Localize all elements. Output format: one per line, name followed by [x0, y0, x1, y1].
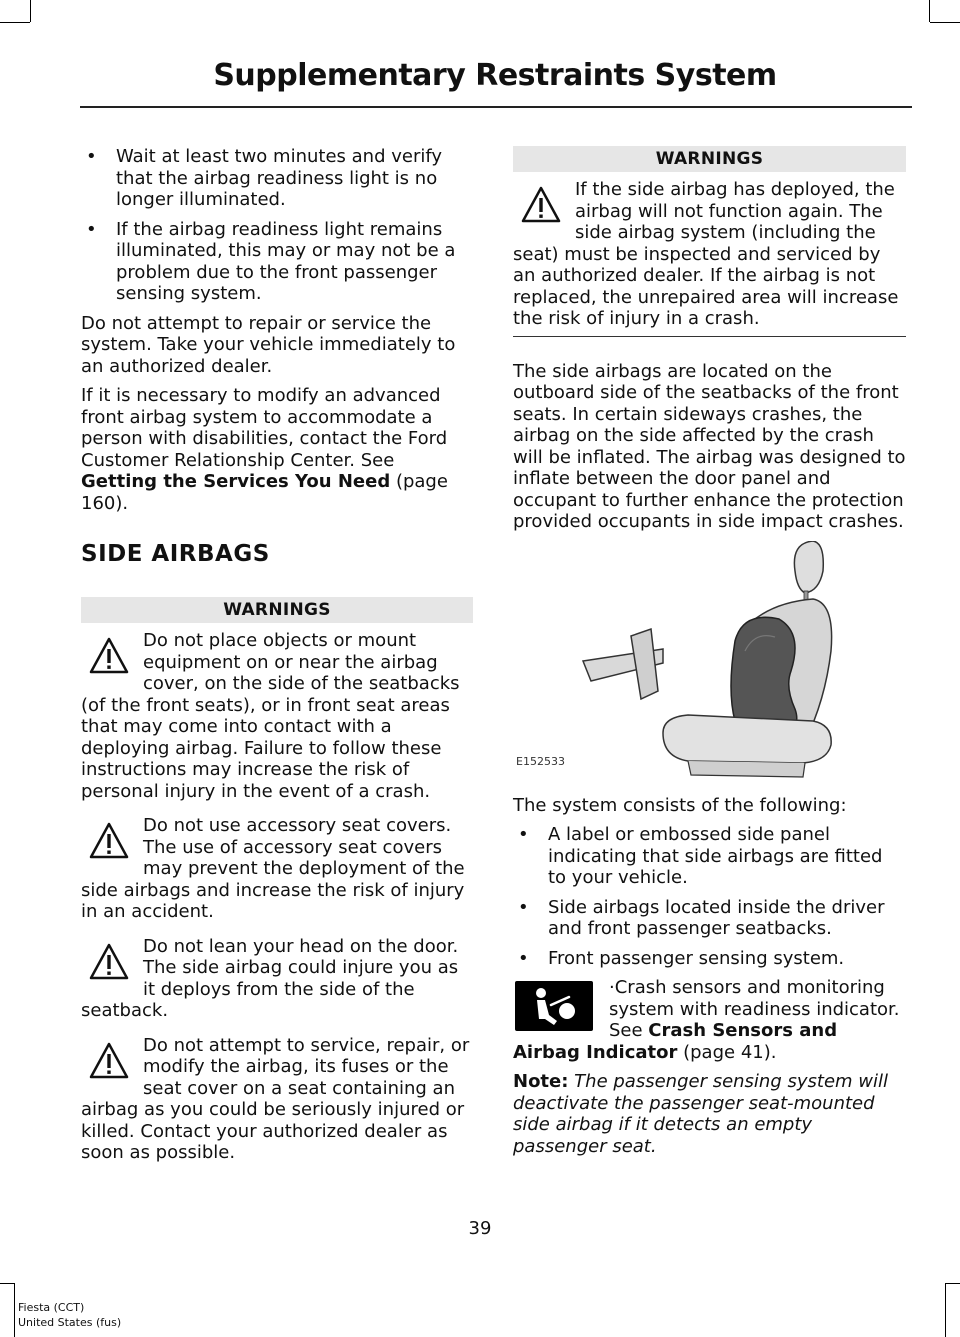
paragraph: Do not attempt to repair or service the system. Take your vehicle immediately to an authorized dealer. — [81, 312, 456, 377]
list-item — [513, 824, 906, 889]
cross-reference-link[interactable]: Crash Sensors and Airbag Indicator — [513, 1020, 838, 1063]
list-item-text: If the airbag readiness light remains illuminated, this may or may not be a problem due to the front passenger sensing system. — [116, 218, 456, 304]
list-item — [513, 948, 906, 970]
section-heading: SIDE AIRBAGS — [81, 541, 270, 567]
bullet-dot: • — [86, 146, 97, 167]
cross-reference-link[interactable]: Getting the Services You Need — [81, 471, 391, 492]
warning-item — [81, 630, 473, 802]
crop-mark — [945, 1283, 946, 1337]
figure-code: E152533 — [516, 755, 565, 768]
bullet-dot: • — [518, 947, 529, 969]
warnings-header: WARNINGS — [81, 597, 473, 623]
list-item-text: Front passenger sensing system. — [548, 947, 845, 969]
warning-triangle-icon — [89, 1041, 129, 1081]
crop-mark — [945, 1283, 960, 1284]
indicator-text: ·Crash sensors and monitoring system with readiness indicator. See — [609, 977, 900, 1041]
side-airbag-seat-illustration — [513, 541, 906, 781]
paragraph-text: If it is necessary to modify an advanced front airbag system to accommodate a person with disabilities, contact the Ford Customer Relationship Center. See — [81, 385, 448, 471]
warning-text: Do not use accessory seat covers. The use of accessory seat covers may prevent the deployment of the side airbags and increase the risk of injury in an accident. — [81, 815, 465, 922]
warning-item — [81, 936, 473, 1022]
indicator-item — [513, 977, 906, 1063]
footer-market: United States (fus) — [18, 1316, 122, 1329]
list-item — [81, 146, 473, 211]
note-label: Note: — [513, 1071, 569, 1092]
footer — [18, 1300, 121, 1330]
warning-item — [81, 815, 473, 923]
crop-mark — [930, 22, 960, 23]
warning-text: Do not place objects or mount equipment on or near the airbag cover, on the side of the seatbacks (of the front seats), or in front seat areas that may come into contact with a deploying airbag. Failure to follow these instructions may increase the risk of personal injury in the event of a crash. — [81, 630, 460, 802]
page-reference: (page 160). — [81, 471, 448, 514]
warning-triangle-icon — [89, 636, 129, 676]
crop-mark — [0, 22, 30, 23]
list-item-text: A label or embossed side panel indicating that side airbags are fitted to your vehicle. — [548, 824, 883, 888]
right-column — [513, 146, 906, 1165]
paragraph: The side airbags are located on the outboard side of the seatbacks of the front seats. In certain sideways crashes, the airbag on the side affected by the crash will be inflated. The airbag was designed to inflate between the door panel and occupant to further enhance the protection provided occupants in side impact crashes. — [513, 360, 906, 532]
page-title: Supplementary Restraints System — [213, 58, 777, 93]
list-item-text: Wait at least two minutes and verify that the airbag readiness light is no longer illuminated. — [116, 146, 443, 210]
paragraph — [81, 385, 473, 514]
paragraph: The system consists of the following: — [513, 794, 847, 816]
crop-mark — [14, 1283, 15, 1337]
warning-triangle-icon — [89, 821, 129, 861]
note-text: The passenger sensing system will deactivate the passenger seat-mounted side airbag if it detects an empty passenger seat. — [513, 1071, 889, 1157]
warning-triangle-icon — [521, 185, 561, 225]
warning-item — [81, 1035, 473, 1164]
warnings-header: WARNINGS — [513, 146, 906, 172]
warning-text: Do not lean your head on the door. The side airbag could injure you as it deploys from the side of the seatback. — [81, 935, 459, 1021]
seat-airbag-drawing — [513, 541, 906, 781]
warning-triangle-icon — [89, 942, 129, 982]
list-item-text: Side airbags located inside the driver and front passenger seatbacks. — [548, 896, 885, 939]
crop-mark — [0, 1283, 14, 1284]
list-item — [513, 897, 906, 940]
bullet-dot: • — [86, 218, 97, 240]
crop-mark — [929, 0, 930, 22]
page-number: 39 — [468, 1218, 492, 1239]
airbag-indicator-icon — [515, 981, 593, 1031]
bullet-dot: • — [518, 896, 529, 918]
crop-mark — [30, 0, 31, 22]
header-divider — [80, 106, 912, 108]
footer-model: Fiesta (CCT) — [18, 1301, 85, 1314]
bullet-dot: • — [518, 824, 529, 845]
warning-item — [513, 179, 906, 330]
warnings-divider — [513, 336, 906, 337]
note — [513, 1071, 906, 1157]
warning-text: Do not attempt to service, repair, or modify the airbag, its fuses or the seat cover on a seat containing an airbag as you could be seriously injured or killed. Contact your authorized dealer as soon as possible. — [81, 1034, 470, 1163]
warning-text: If the side airbag has deployed, the airbag will not function again. The side airbag system (including the seat) must be inspected and serviced by an authorized dealer. If the airbag is not replaced, the unrepaired area will increase the risk of injury in a crash. — [513, 179, 899, 329]
left-column — [81, 146, 473, 1177]
list-item — [81, 219, 473, 305]
page-reference: (page 41). — [677, 1041, 777, 1063]
